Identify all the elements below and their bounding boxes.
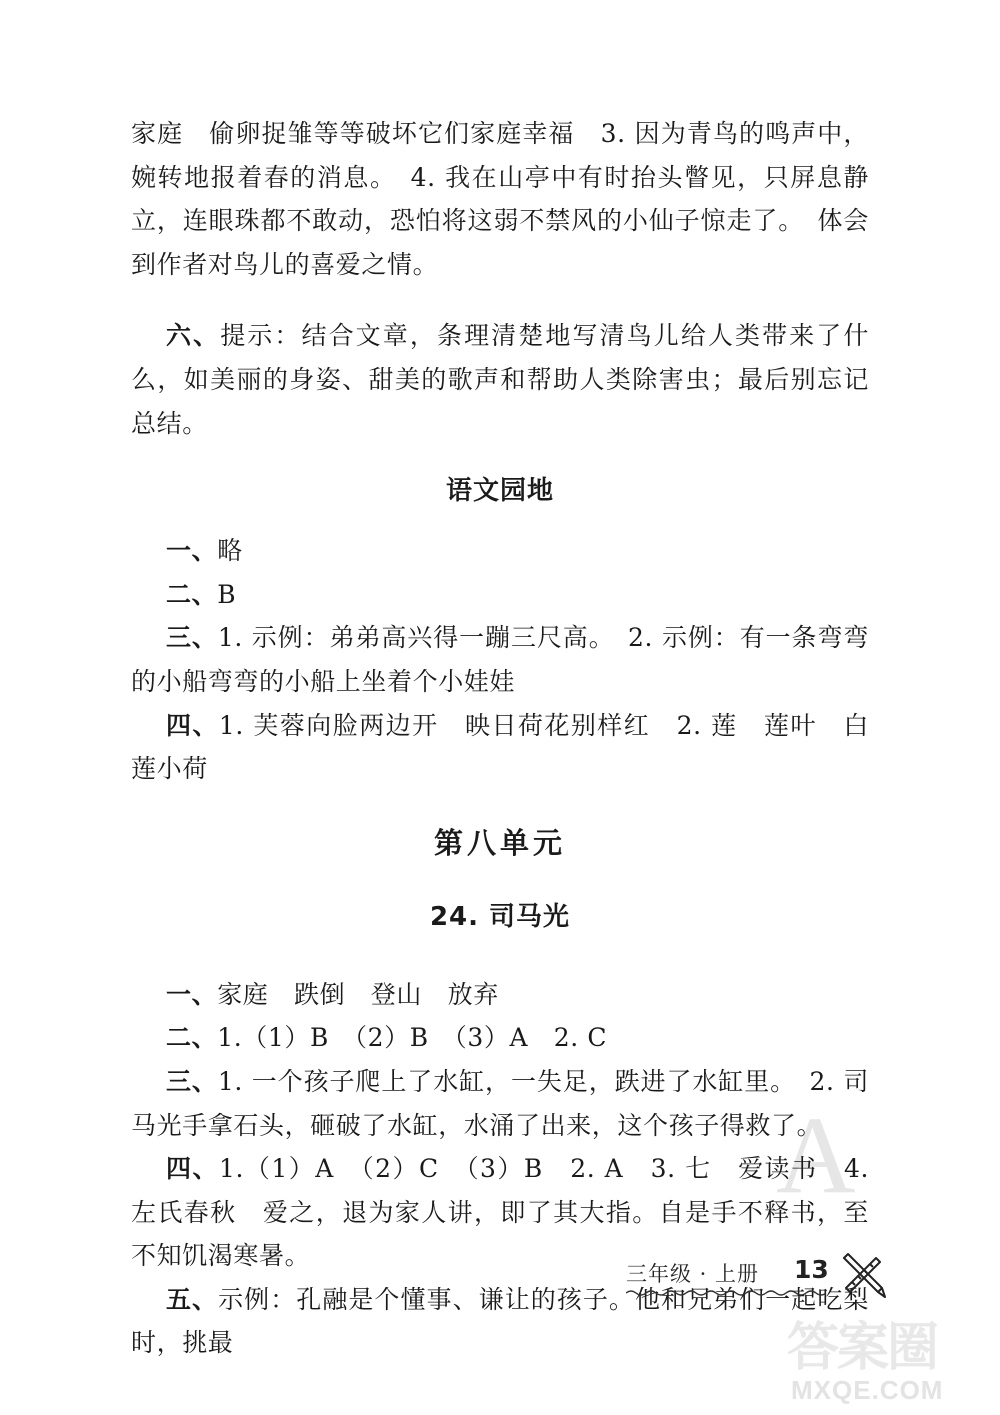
answer-item: 一、家庭 跌倒 登山 放弃 <box>166 979 499 1009</box>
answer-item: 三、1. 示例：弟弟高兴得一蹦三尺高。 2. 示例：有一条弯弯的小船弯弯的小船上坐着个小娃娃 <box>131 623 869 696</box>
unit-title: 第八单元 <box>433 825 566 860</box>
lesson-title: 24. 司马光 <box>429 901 571 932</box>
answer-item: 四、1.（1）A （2）C （3）B 2. A 3. 七 爱读书 4. 左氏春秋 爱之，退为家人讲，即了其大指。自是手不释书，至不知饥渴寒暑。 <box>131 1154 870 1271</box>
answer-item: 三、1. 一个孩子爬上了水缸，一失足，跌进了水缸里。 2. 司马光手拿石头，砸破了水缸，水涌了出来，这个孩子得救了。 <box>131 1066 869 1140</box>
page-footer <box>626 1255 886 1308</box>
page-number: 13 <box>794 1255 829 1284</box>
answer-item: 一、略 <box>166 536 243 566</box>
answer-item: 二、1.（1）B （2）B （3）A 2. C <box>166 1023 608 1053</box>
decorative-letter-a: A <box>776 1094 856 1216</box>
answer-item: 二、B <box>166 579 237 609</box>
grade-label: 三年级 · 上册 <box>626 1262 760 1286</box>
answer-content <box>131 112 869 1365</box>
watermark-url: MXQE.COM <box>791 1375 944 1405</box>
answer-item: 四、1. 芙蓉向脸两边开 映日荷花别样红 2. 莲 莲叶 白莲小荷 <box>131 710 870 784</box>
watermark <box>787 1305 992 1410</box>
wavy-underline <box>626 1288 826 1298</box>
pencil-ruler-cross-icon <box>838 1250 888 1300</box>
answer-item: 五、示例：孔融是个懂事、谦让的孩子。他和兄弟们一起吃梨时，挑最 <box>131 1284 869 1358</box>
section-title-yuwen-yuandi: 语文园地 <box>445 476 554 507</box>
answer-item-6: 六、提示：结合文章，条理清楚地写清鸟儿给人类带来了什么，如美丽的身姿、甜美的歌声和帮助人类除害虫；最后别忘记总结。 <box>131 321 870 438</box>
paragraph-continuation: 家庭 偷卵捉雏等等破坏它们家庭幸福 3. 因为青鸟的鸣声中，婉转地报着春的消息。 4. 我在山亭中有时抬头瞥见，只屏息静立，连眼珠都不敢动，恐怕将这弱不禁风的小仙子惊走了。 体会到作者对鸟儿的喜爱之情。 <box>131 119 869 279</box>
watermark-brand: 答案圈 <box>787 1318 938 1378</box>
